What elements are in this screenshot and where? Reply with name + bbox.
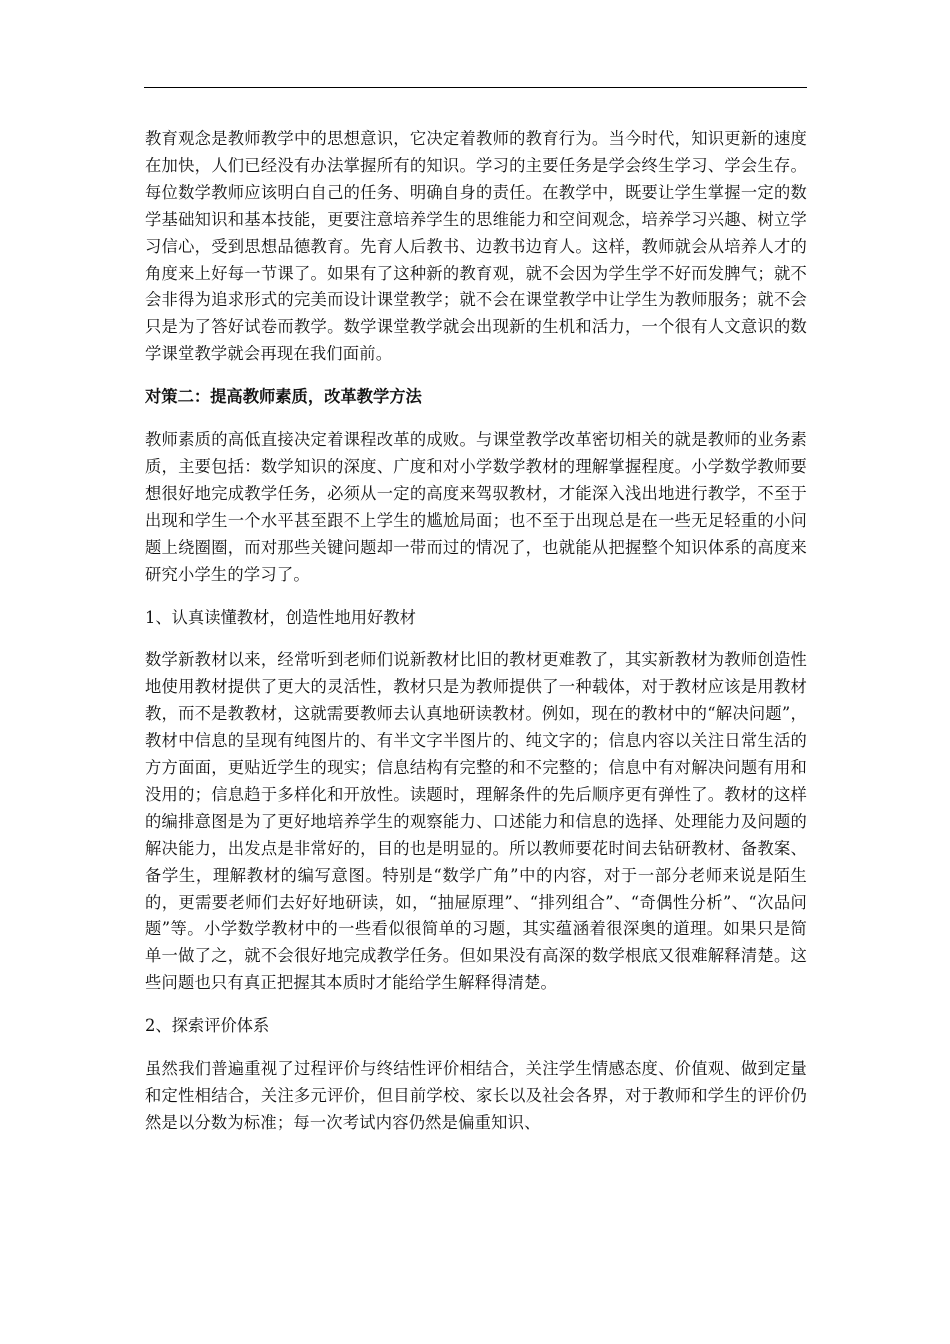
header-rule [144,87,807,88]
document-body [145,126,807,1137]
subsection-heading: 1、认真读懂教材，创造性地用好教材 [145,607,416,627]
body-paragraph: 虽然我们普遍重视了过程评价与终结性评价相结合，关注学生情感态度、价值观、做到定量和定性相结合，关注多元评价，但目前学校、家长以及社会各界，对于教师和学生的评价仍然是以分数为标准；每一次考试内容仍然是偏重知识、 [145,1059,807,1132]
paragraph-spacer [145,631,807,647]
paragraph-spacer [145,411,807,427]
paragraph-spacer [145,997,807,1013]
body-paragraph: 数学新教材以来，经常听到老师们说新教材比旧的教材更难教了，其实新教材为教师创造性地使用教材提供了更大的灵活性，教材只是为教师提供了一种载体，对于教材应该是用教材教，而不是教教材，这就需要教师去认真地研读教材。例如，现在的教材中的“解决问题”，教材中信息的呈现有纯图片的、有半文字半图片的、纯文字的；信息内容以关注日常生活的方方面面，更贴近学生的现实；信息结构有完整的和不完整的；信息中有对解决问题有用和没用的；信息趋于多样化和开放性。读题时，理解条件的先后顺序更有弹性了。教材的这样的编排意图是为了更好地培养学生的观察能力、口述能力和信息的选择、处理能力及问题的解决能力，出发点是非常好的，目的也是明显的。所以教师要花时间去钻研教材、备教案、备学生，理解教材的编写意图。特别是“数学广角”中的内容，对于一部分老师来说是陌生的，更需要老师们去好好地研读，如，“抽屉原理”、“排列组合”、“奇偶性分析”、“次品问题”等。小学数学教材中的一些看似很简单的习题，其实蕴涵着很深奥的道理。如果只是简单一做了之，就不会很好地完成教学任务。但如果没有高深的数学根底又很难解释清楚。这些问题也只有真正把握其本质时才能给学生解释得清楚。 [145,650,807,993]
section-heading: 对策二：提高教师素质，改革教学方法 [145,387,422,407]
subsection-heading: 2、探索评价体系 [145,1016,270,1036]
paragraph-spacer [145,589,807,605]
paragraph-spacer [145,368,807,384]
body-paragraph: 教师素质的高低直接决定着课程改革的成败。与课堂教学改革密切相关的就是教师的业务素质，主要包括：数学知识的深度、广度和对小学数学教材的理解掌握程度。小学数学教师要想很好地完成教学任务，必须从一定的高度来驾驭教材，才能深入浅出地进行教学，不至于出现和学生一个水平甚至跟不上学生的尴尬局面；也不至于出现总是在一些无足轻重的小问题上绕圈圈，而对那些关键问题却一带而过的情况了，也就能从把握整个知识体系的高度来研究小学生的学习了。 [145,430,807,584]
body-paragraph: 教育观念是教师教学中的思想意识，它决定着教师的教育行为。当今时代，知识更新的速度在加快，人们已经没有办法掌握所有的知识。学习的主要任务是学会终生学习、学会生存。每位数学教师应该明白自己的任务、明确自身的责任。在教学中，既要让学生掌握一定的数学基础知识和基本技能，更要注意培养学生的思维能力和空间观念，培养学习兴趣、树立学习信心，受到思想品德教育。先育人后教书、边教书边育人。这样，教师就会从培养人才的角度来上好每一节课了。如果有了这种新的教育观，就不会因为学生学不好而发脾气；就不会非得为追求形式的完美而设计课堂教学；就不会在课堂教学中让学生为教师服务；就不会只是为了答好试卷而教学。数学课堂教学就会出现新的生机和活力，一个很有人文意识的数学课堂教学就会再现在我们面前。 [145,129,807,364]
paragraph-spacer [145,1040,807,1056]
